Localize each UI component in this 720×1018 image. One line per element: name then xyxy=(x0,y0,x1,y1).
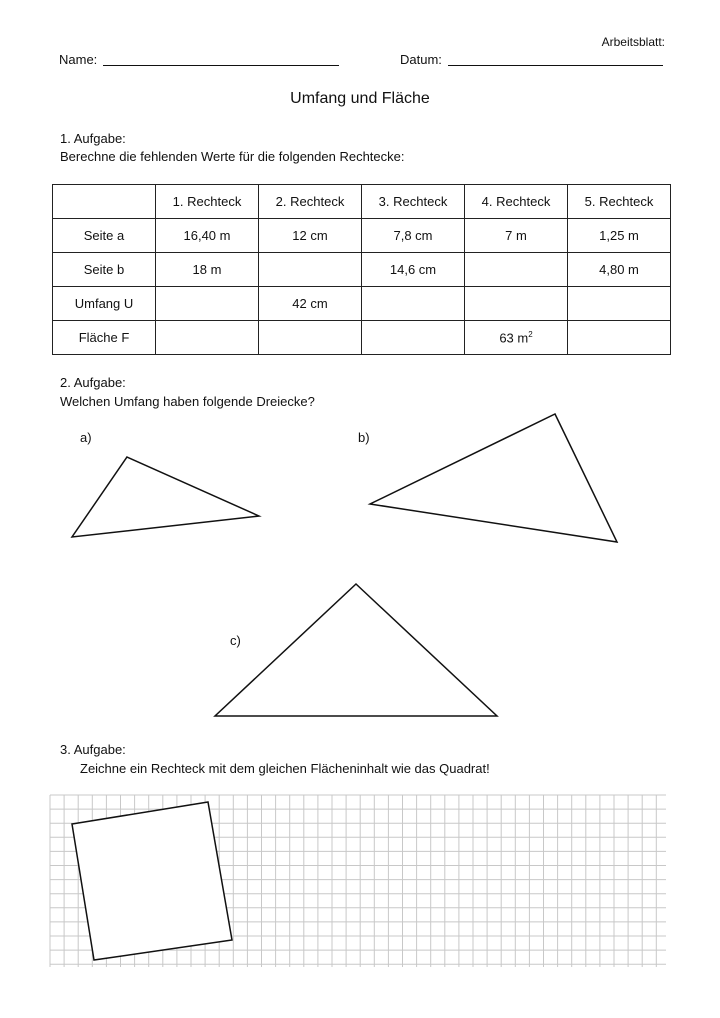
row-label: Fläche F xyxy=(53,321,156,355)
square-figure xyxy=(72,802,232,960)
triangle-a xyxy=(72,457,259,537)
name-label: Name: xyxy=(59,52,98,67)
row-label: Seite b xyxy=(53,253,156,287)
table-cell[interactable]: 14,6 cm xyxy=(362,253,465,287)
column-header: 5. Rechteck xyxy=(568,185,671,219)
task1-title: 1. Aufgabe: xyxy=(60,131,126,146)
date-label: Datum: xyxy=(400,52,442,67)
triangle-b-label: b) xyxy=(358,430,370,445)
table-cell[interactable]: 1,25 m xyxy=(568,219,671,253)
table-cell[interactable]: 7 m xyxy=(465,219,568,253)
page-title: Umfang und Fläche xyxy=(290,90,430,107)
row-label: Umfang U xyxy=(53,287,156,321)
area-value: 63 m xyxy=(499,330,529,346)
triangle-b xyxy=(370,414,617,542)
triangle-c-label: c) xyxy=(230,633,241,648)
task1-instruction: Berechne die fehlenden Werte für die folgenden Rechtecke: xyxy=(60,149,405,164)
table-cell[interactable]: 7,8 cm xyxy=(362,219,465,253)
column-header: 3. Rechteck xyxy=(362,185,465,219)
task3-title: 3. Aufgabe: xyxy=(60,742,126,757)
task2-instruction: Welchen Umfang haben folgende Dreiecke? xyxy=(60,394,315,409)
triangle-c xyxy=(215,584,497,716)
task2-title: 2. Aufgabe: xyxy=(60,375,126,390)
worksheet-label: Arbeitsblatt: xyxy=(601,35,665,49)
table-cell[interactable]: 18 m xyxy=(156,253,259,287)
column-header: 2. Rechteck xyxy=(259,185,362,219)
table-cell[interactable]: 16,40 m xyxy=(156,219,259,253)
table-cell[interactable]: 42 cm xyxy=(259,287,362,321)
row-label: Seite a xyxy=(53,219,156,253)
table-cell[interactable]: 12 cm xyxy=(259,219,362,253)
table-cell[interactable]: 4,80 m xyxy=(568,253,671,287)
column-header: 4. Rechteck xyxy=(465,185,568,219)
task3-instruction: Zeichne ein Rechteck mit dem gleichen Flächeninhalt wie das Quadrat! xyxy=(80,761,490,776)
triangle-a-label: a) xyxy=(80,430,92,445)
column-header: 1. Rechteck xyxy=(156,185,259,219)
area-exponent: 2 xyxy=(528,329,533,339)
